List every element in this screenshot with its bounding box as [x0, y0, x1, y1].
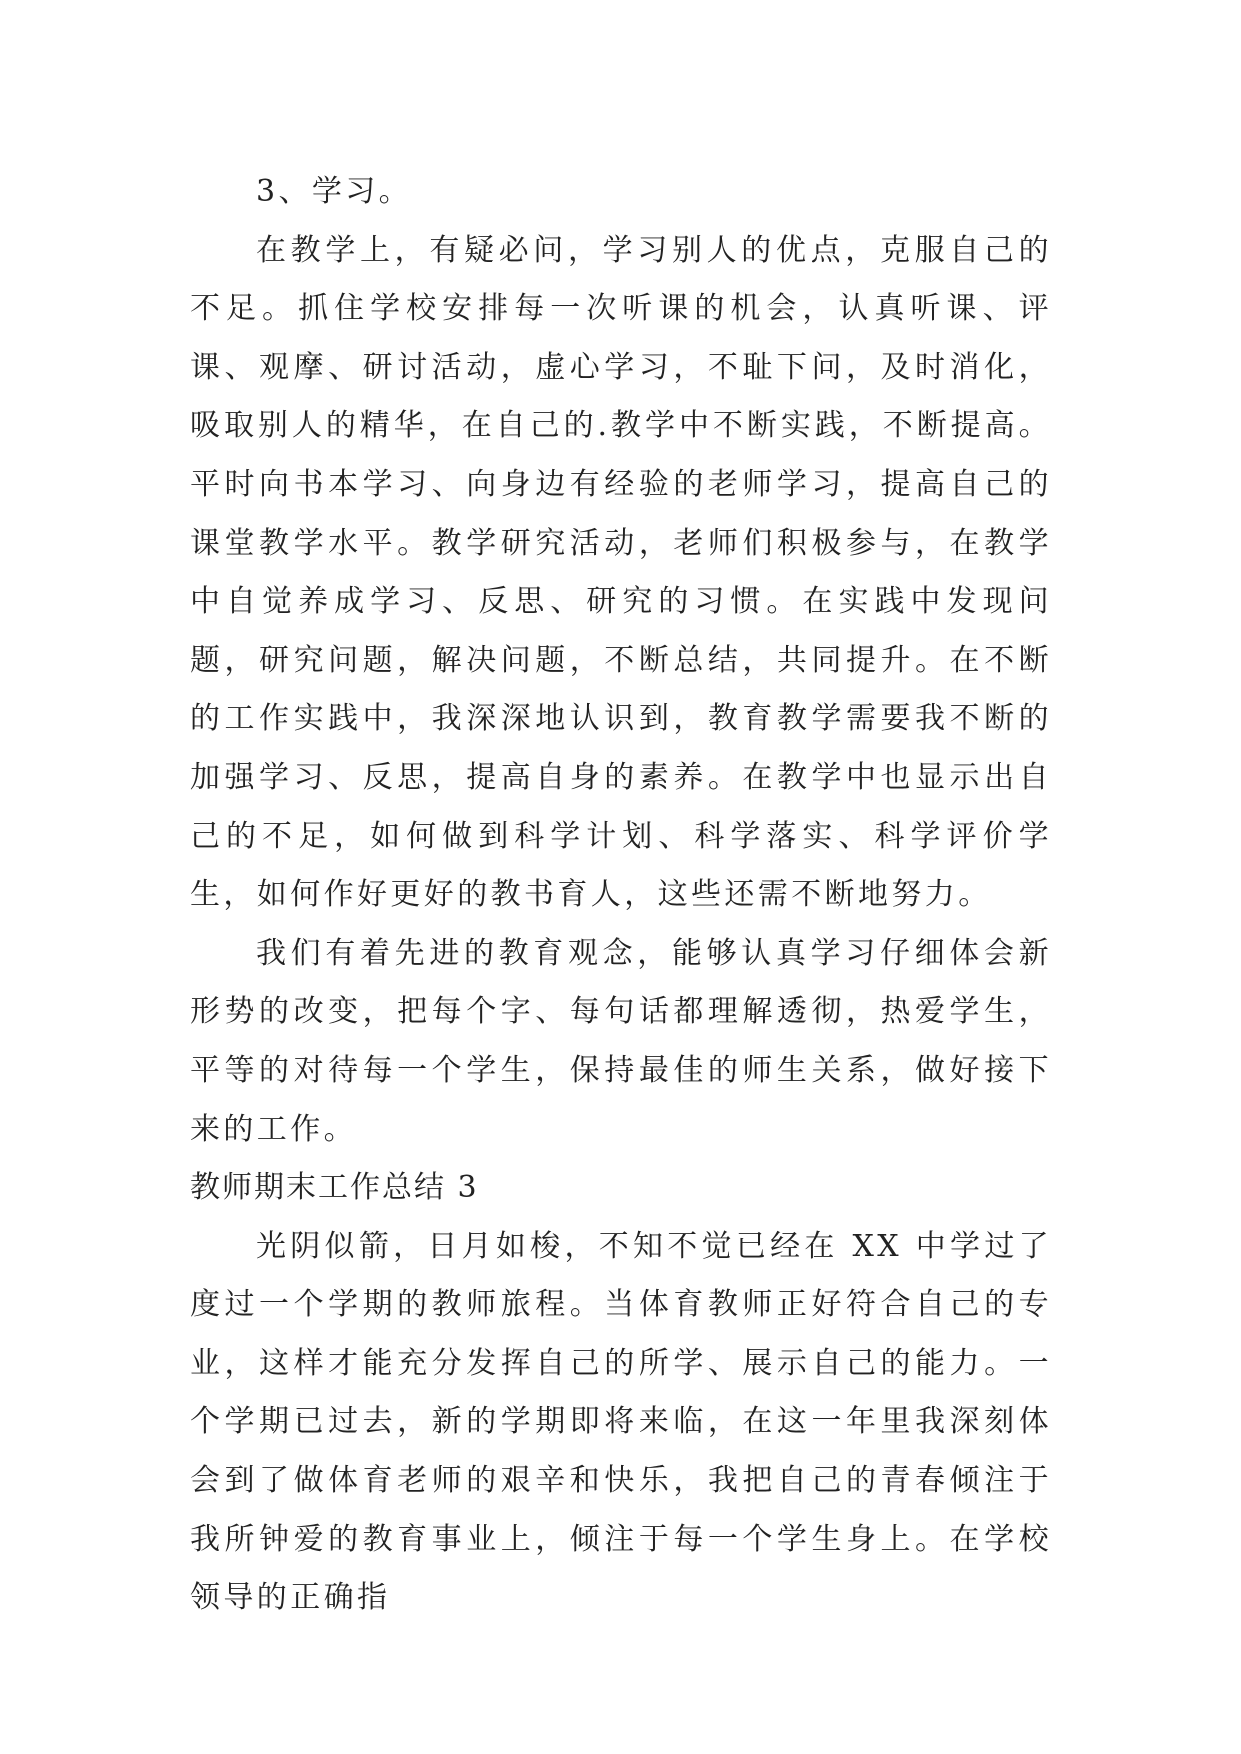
section-item-3: 3、学习。: [256, 174, 413, 209]
document-body: [190, 163, 1052, 1628]
body-paragraph: 光阴似箭，日月如梭，不知不觉已经在 XX 中学过了度过一个学期的教师旅程。当体育教师正好符合自己的专业，这样才能充分发挥自己的所学、展示自己的能力。一个学期已过去，新的学期即将来临，在这一年里我深刻体会到了做体育老师的艰辛和快乐，我把自己的青春倾注于我所钟爱的教育事业上，倾注于每一个学生身上。在学校领导的正确指: [190, 1228, 1052, 1616]
section-heading: 教师期末工作总结 3: [190, 1170, 479, 1206]
body-paragraph: 在教学上，有疑必问，学习别人的优点，克服自己的不足。抓住学校安排每一次听课的机会，认真听课、评课、观摩、研讨活动，虚心学习，不耻下问，及时消化，吸取别人的精华，在自己的.教学中不断实践，不断提高。平时向书本学习、向身边有经验的老师学习，提高自己的课堂教学水平。教学研究活动，老师们积极参与，在教学中自觉养成学习、反思、研究的习惯。在实践中发现问题，研究问题，解决问题，不断总结，共同提升。在不断的工作实践中，我深深地认识到，教育教学需要我不断的加强学习、反思，提高自身的素养。在教学中也显示出自己的不足，如何做到科学计划、科学落实、科学评价学生，如何作好更好的教书育人，这些还需不断地努力。: [190, 232, 1052, 913]
body-paragraph: 我们有着先进的教育观念，能够认真学习仔细体会新形势的改变，把每个字、每句话都理解透彻，热爱学生，平等的对待每一个学生，保持最佳的师生关系，做好接下来的工作。: [190, 935, 1052, 1147]
